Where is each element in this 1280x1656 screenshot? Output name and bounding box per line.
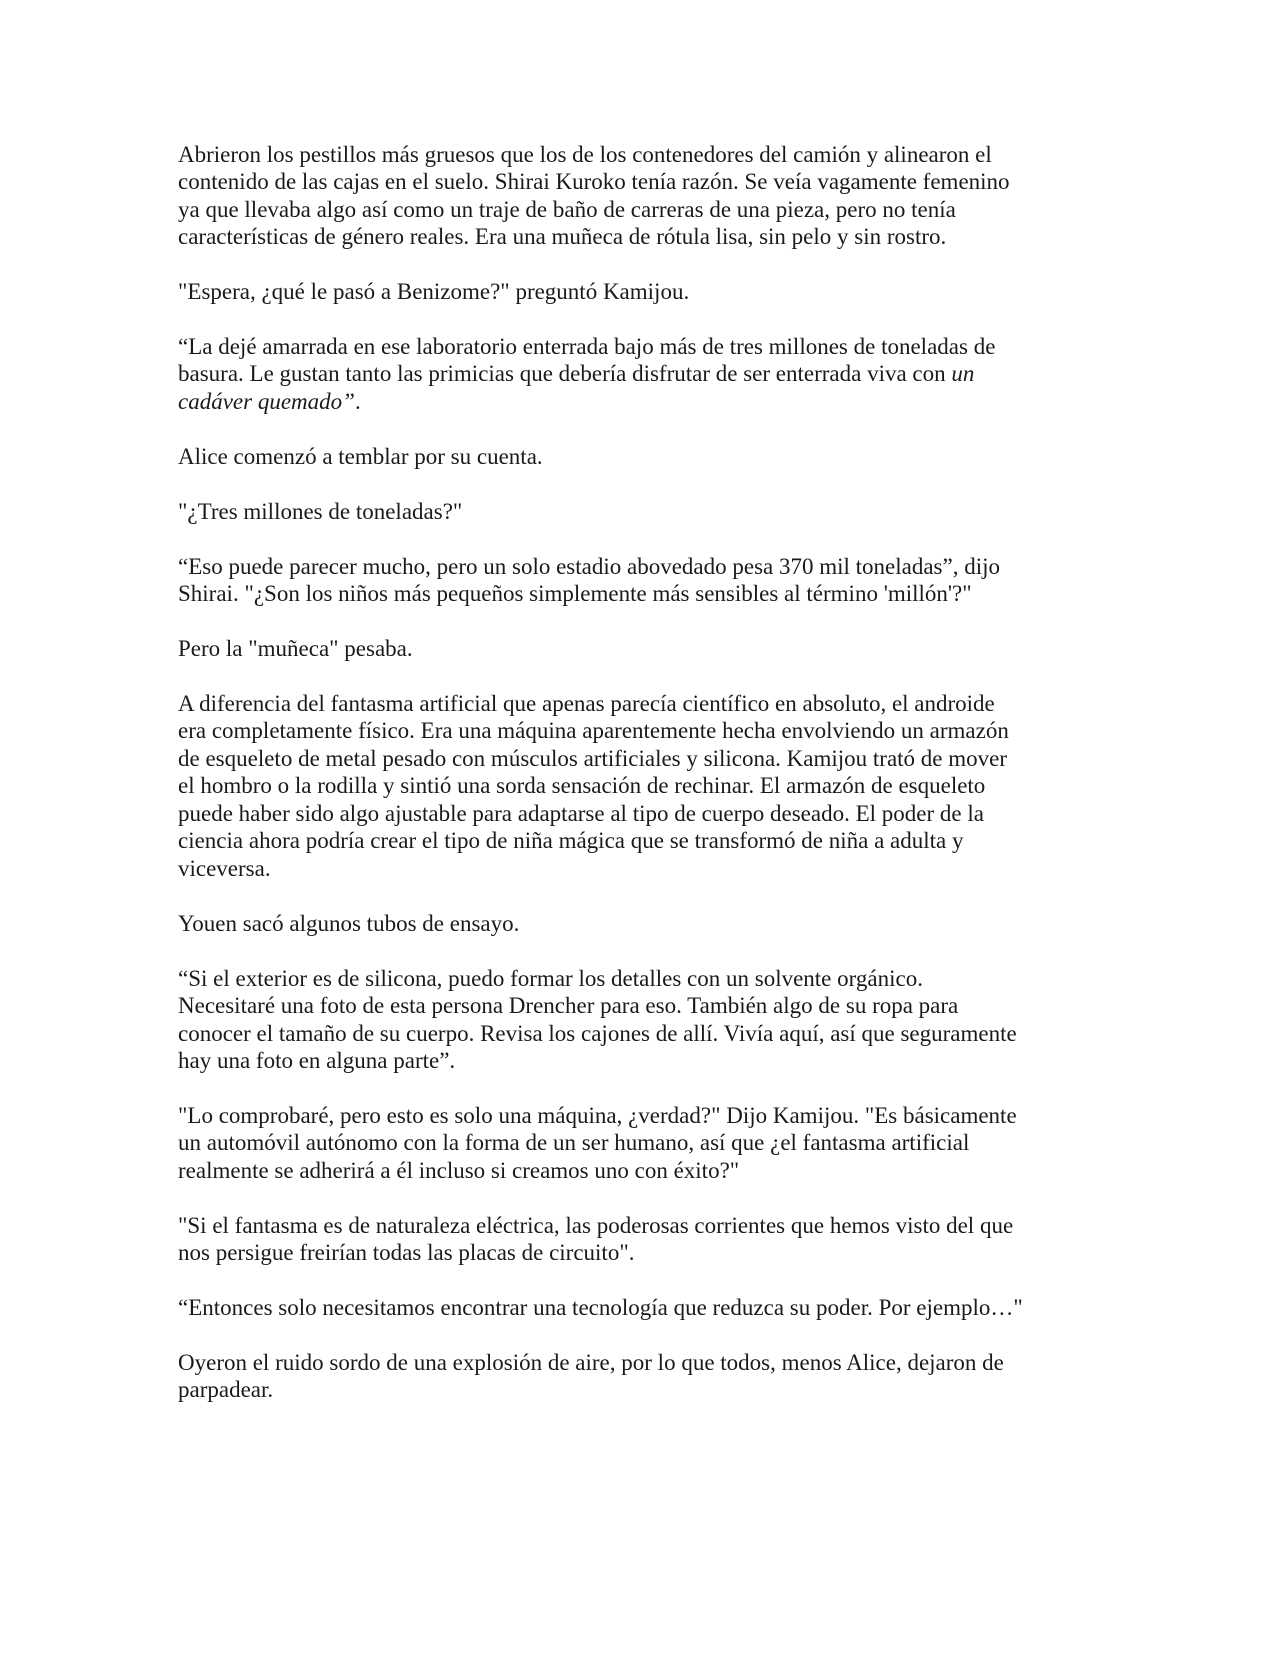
italic-text: un <box>951 361 975 386</box>
text-line: “Entonces solo necesitamos encontrar una tecnología que reduzca su poder. Por ejemplo…" <box>178 1295 1023 1320</box>
text-line: Oyeron el ruido sordo de una explosión de aire, por lo que todos, menos Alice, dejaron de <box>178 1350 1004 1375</box>
text-line: "¿Tres millones de toneladas?" <box>178 499 463 524</box>
text-line: ciencia ahora podría crear el tipo de niña mágica que se transformó de niña a adulta y <box>178 828 964 853</box>
text-line: Alice comenzó a temblar por su cuenta. <box>178 444 543 469</box>
text-line: A diferencia del fantasma artificial que apenas parecía científico en absoluto, el androide <box>178 691 995 716</box>
text-line: era completamente físico. Era una máquina aparentemente hecha envolviendo un armazón <box>178 718 1009 743</box>
text-line: Youen sacó algunos tubos de ensayo. <box>178 911 520 936</box>
text-line: hay una foto en alguna parte”. <box>178 1048 456 1073</box>
text-line: Necesitaré una foto de esta persona Drencher para eso. También algo de su ropa para <box>178 993 959 1018</box>
text-line: nos persigue freirían todas las placas de circuito". <box>178 1240 635 1265</box>
text-line: Shirai. "¿Son los niños más pequeños simplemente más sensibles al término 'millón'?" <box>178 581 972 606</box>
text-segment: . <box>354 389 361 414</box>
text-line: el hombro o la rodilla y sintió una sorda sensación de rechinar. El armazón de esqueleto <box>178 773 986 798</box>
text-line: de esqueleto de metal pesado con músculos artificiales y silicona. Kamijou trató de mover <box>178 746 1008 771</box>
text-line: Pero la "muñeca" pesaba. <box>178 636 413 661</box>
text-line <box>178 388 361 415</box>
text-line: “La dejé amarrada en ese laboratorio enterrada bajo más de tres millones de toneladas de <box>178 334 996 359</box>
text-line: "Lo comprobaré, pero esto es solo una máquina, ¿verdad?" Dijo Kamijou. "Es básicamente <box>178 1103 1017 1128</box>
text-line: contenido de las cajas en el suelo. Shirai Kuroko tenía razón. Se veía vagamente femenino <box>178 169 1010 194</box>
text-line <box>178 360 974 387</box>
text-segment: basura. Le gustan tanto las primicias que debería disfrutar de ser enterrada viva con <box>178 361 952 386</box>
text-line: características de género reales. Era una muñeca de rótula lisa, sin pelo y sin rostro. <box>178 224 947 249</box>
text-line: "Espera, ¿qué le pasó a Benizome?" preguntó Kamijou. <box>178 279 690 304</box>
text-line: “Si el exterior es de silicona, puedo formar los detalles con un solvente orgánico. <box>178 966 923 991</box>
text-line: ya que llevaba algo así como un traje de baño de carreras de una pieza, pero no tenía <box>178 197 956 222</box>
text-line: conocer el tamaño de su cuerpo. Revisa los cajones de allí. Vivía aquí, así que seguramente <box>178 1021 1017 1046</box>
text-line: viceversa. <box>178 856 271 881</box>
text-line: “Eso puede parecer mucho, pero un solo estadio abovedado pesa 370 mil toneladas”, dijo <box>178 554 1000 579</box>
text-line: puede haber sido algo ajustable para adaptarse al tipo de cuerpo deseado. El poder de la <box>178 801 984 826</box>
text-line: Abrieron los pestillos más gruesos que los de los contenedores del camión y alinearon el <box>178 142 992 167</box>
text-line: realmente se adherirá a él incluso si creamos uno con éxito?" <box>178 1158 740 1183</box>
text-line: un automóvil autónomo con la forma de un ser humano, así que ¿el fantasma artificial <box>178 1130 970 1155</box>
italic-text: cadáver quemado” <box>178 389 355 414</box>
text-line: "Si el fantasma es de naturaleza eléctrica, las poderosas corrientes que hemos visto del que <box>178 1213 1014 1238</box>
text-line: parpadear. <box>178 1377 274 1402</box>
